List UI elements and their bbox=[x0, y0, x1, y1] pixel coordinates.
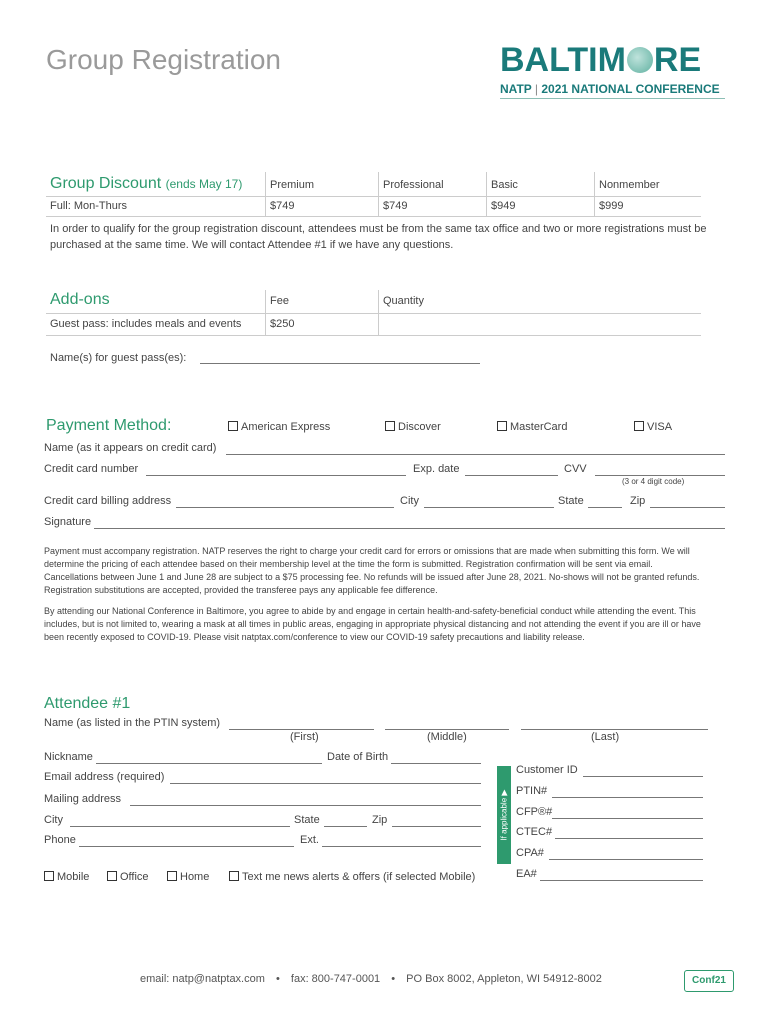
logo-city-pre: BALTIM bbox=[500, 41, 626, 79]
discount-note: In order to qualify for the group registration discount, attendees must be from the same tax office and two or more registrations must be purchased at the same time. We will contact Attendee #1 if we have any questions. bbox=[50, 223, 707, 251]
cardholder-name-field[interactable] bbox=[226, 454, 725, 455]
guest-pass-fee: $250 bbox=[270, 318, 295, 330]
cvv-label: CVV bbox=[564, 463, 587, 475]
globe-icon bbox=[627, 47, 653, 73]
exp-date-label: Exp. date bbox=[413, 463, 460, 475]
pay-amex[interactable]: American Express bbox=[228, 421, 330, 433]
attendee-city-field[interactable] bbox=[70, 826, 290, 827]
phone-type-office[interactable]: Office bbox=[107, 871, 149, 883]
email-field[interactable] bbox=[170, 783, 481, 784]
nickname-field[interactable] bbox=[96, 763, 322, 764]
visa-checkbox[interactable] bbox=[634, 421, 644, 431]
ptin-name-label: Name (as listed in the PTIN system) bbox=[44, 717, 221, 729]
attendee-city-label: City bbox=[44, 814, 63, 826]
guest-names-field[interactable] bbox=[200, 363, 480, 364]
pay-discover[interactable]: Discover bbox=[385, 421, 441, 433]
mobile-checkbox[interactable] bbox=[44, 871, 54, 881]
footer-fax: fax: 800-747-0001 bbox=[290, 973, 381, 985]
billing-address-label: Credit card billing address bbox=[44, 495, 172, 507]
phone-type-mobile[interactable]: Mobile bbox=[44, 871, 89, 883]
addons-title: Add-ons bbox=[50, 291, 110, 308]
text-alerts-option[interactable]: Text me news alerts & offers (if selected Mobile) bbox=[229, 871, 475, 883]
attendee-title: Attendee #1 bbox=[44, 695, 131, 712]
exp-date-field[interactable] bbox=[465, 475, 558, 476]
attendee-state-field[interactable] bbox=[324, 826, 367, 827]
nickname-label: Nickname bbox=[44, 751, 93, 763]
last-caption: (Last) bbox=[591, 731, 620, 743]
billing-city-field[interactable] bbox=[424, 507, 554, 508]
guest-names-label: Name(s) for guest pass(es): bbox=[50, 352, 187, 364]
logo-city-post: RE bbox=[653, 41, 702, 79]
col-nonmember: Nonmember bbox=[599, 179, 660, 191]
price-professional: $749 bbox=[383, 200, 408, 212]
payment-title: Payment Method: bbox=[46, 417, 172, 434]
col-basic: Basic bbox=[491, 179, 518, 191]
billing-state-field[interactable] bbox=[588, 507, 622, 508]
cfp-field[interactable] bbox=[552, 818, 703, 819]
dob-field[interactable] bbox=[391, 763, 481, 764]
price-basic: $949 bbox=[491, 200, 516, 212]
cfp-label: CFP®# bbox=[516, 806, 553, 818]
pay-visa[interactable]: VISA bbox=[634, 421, 672, 433]
ext-field[interactable] bbox=[322, 846, 481, 847]
if-applicable-tab bbox=[497, 766, 511, 864]
footer-address: PO Box 8002, Appleton, WI 54912-8002 bbox=[406, 973, 602, 985]
first-caption: (First) bbox=[290, 731, 319, 743]
phone-field[interactable] bbox=[79, 846, 294, 847]
ext-label: Ext. bbox=[300, 834, 319, 846]
footer-bullet-icon: • bbox=[275, 973, 280, 985]
first-name-field[interactable] bbox=[229, 729, 374, 730]
customer-id-label: Customer ID bbox=[516, 764, 578, 776]
guest-pass-quantity-field[interactable] bbox=[380, 315, 700, 334]
ptin-label: PTIN# bbox=[516, 785, 548, 797]
card-number-field[interactable] bbox=[146, 475, 406, 476]
customer-id-field[interactable] bbox=[583, 776, 703, 777]
cpa-label: CPA# bbox=[516, 847, 544, 859]
billing-zip-field[interactable] bbox=[650, 507, 725, 508]
group-discount-title: Group Discount (ends May 17) bbox=[50, 175, 243, 192]
ea-label: EA# bbox=[516, 868, 537, 880]
middle-caption: (Middle) bbox=[427, 731, 467, 743]
ptin-field[interactable] bbox=[552, 797, 703, 798]
col-premium: Premium bbox=[270, 179, 315, 191]
addons-fee-header: Fee bbox=[270, 295, 289, 307]
text-alerts-checkbox[interactable] bbox=[229, 871, 239, 881]
price-premium: $749 bbox=[270, 200, 295, 212]
ctec-field[interactable] bbox=[555, 838, 703, 839]
logo-org: NATP bbox=[500, 82, 532, 96]
signature-field[interactable] bbox=[94, 528, 725, 529]
footer-email: email: natp@natptax.com bbox=[140, 973, 265, 985]
cvv-note: (3 or 4 digit code) bbox=[622, 477, 685, 486]
dob-label: Date of Birth bbox=[327, 751, 389, 763]
home-checkbox[interactable] bbox=[167, 871, 177, 881]
attendee-zip-label: Zip bbox=[372, 814, 388, 826]
footer-contact bbox=[140, 973, 602, 985]
middle-name-field[interactable] bbox=[385, 729, 509, 730]
mailing-address-label: Mailing address bbox=[44, 793, 122, 805]
ctec-label: CTEC# bbox=[516, 826, 553, 838]
card-number-label: Credit card number bbox=[44, 463, 139, 475]
cpa-field[interactable] bbox=[549, 859, 703, 860]
billing-state-label: State bbox=[558, 495, 584, 507]
billing-zip-label: Zip bbox=[630, 495, 646, 507]
email-label: Email address (required) bbox=[44, 771, 165, 783]
cvv-field[interactable] bbox=[595, 475, 725, 476]
mastercard-checkbox[interactable] bbox=[497, 421, 507, 431]
pay-mastercard[interactable]: MasterCard bbox=[497, 421, 567, 433]
col-professional: Professional bbox=[383, 179, 444, 191]
mailing-address-field[interactable] bbox=[130, 805, 481, 806]
phone-label: Phone bbox=[44, 834, 76, 846]
footer-bullet-icon: • bbox=[391, 973, 396, 985]
cardholder-name-label: Name (as it appears on credit card) bbox=[44, 442, 217, 454]
price-nonmember: $999 bbox=[599, 200, 624, 212]
page-title: Group Registration bbox=[46, 44, 282, 75]
if-applicable-label: If applicable ▶ bbox=[499, 789, 509, 841]
addons-quantity-header: Quantity bbox=[383, 295, 424, 307]
logo-conference: 2021 NATIONAL CONFERENCE bbox=[541, 82, 720, 96]
form-code-badge: Conf21 bbox=[684, 970, 734, 992]
phone-type-home[interactable]: Home bbox=[167, 871, 209, 883]
attendee-state-label: State bbox=[294, 814, 320, 826]
discover-checkbox[interactable] bbox=[385, 421, 395, 431]
payment-terms: Payment must accompany registration. NATP reserves the right to charge your credit card for errors or omissions that are made when submitting this form. We will determine the pricing of each attendee based on their membership level at the time the form is submitted. Registration confirmation will be sent via email. Cancellations between June 1 and June 28 are subject to a $75 processing fee. No refunds will be issued after June 28, 2021. No-shows will not be granted refunds. Registration substitutions are accepted, provided the transferee pays any applicable fee difference. bbox=[44, 546, 700, 595]
billing-address-field[interactable] bbox=[176, 507, 394, 508]
covid-terms: By attending our National Conference in Baltimore, you agree to abide by and engage in certain health-and-safety-beneficial conduct while attending the event. This includes, but is not limited to, wearing a mask at all times in public areas, engaging in appropriate physical distancing and not attending the event if you are ill or have been recently exposed to COVID-19. Please visit natptax.com/conference to view our COVID-19 safety precautions and liability release. bbox=[44, 606, 701, 642]
last-name-field[interactable] bbox=[521, 729, 708, 730]
amex-checkbox[interactable] bbox=[228, 421, 238, 431]
signature-label: Signature bbox=[44, 516, 92, 528]
discount-row-label: Full: Mon-Thurs bbox=[50, 200, 128, 212]
ea-field[interactable] bbox=[540, 880, 703, 881]
billing-city-label: City bbox=[400, 495, 419, 507]
conference-logo: BALTIM RE NATP | 2021 NATIONAL CONFERENCE bbox=[500, 42, 730, 108]
office-checkbox[interactable] bbox=[107, 871, 117, 881]
attendee-zip-field[interactable] bbox=[392, 826, 481, 827]
guest-pass-label: Guest pass: includes meals and events bbox=[50, 318, 242, 330]
